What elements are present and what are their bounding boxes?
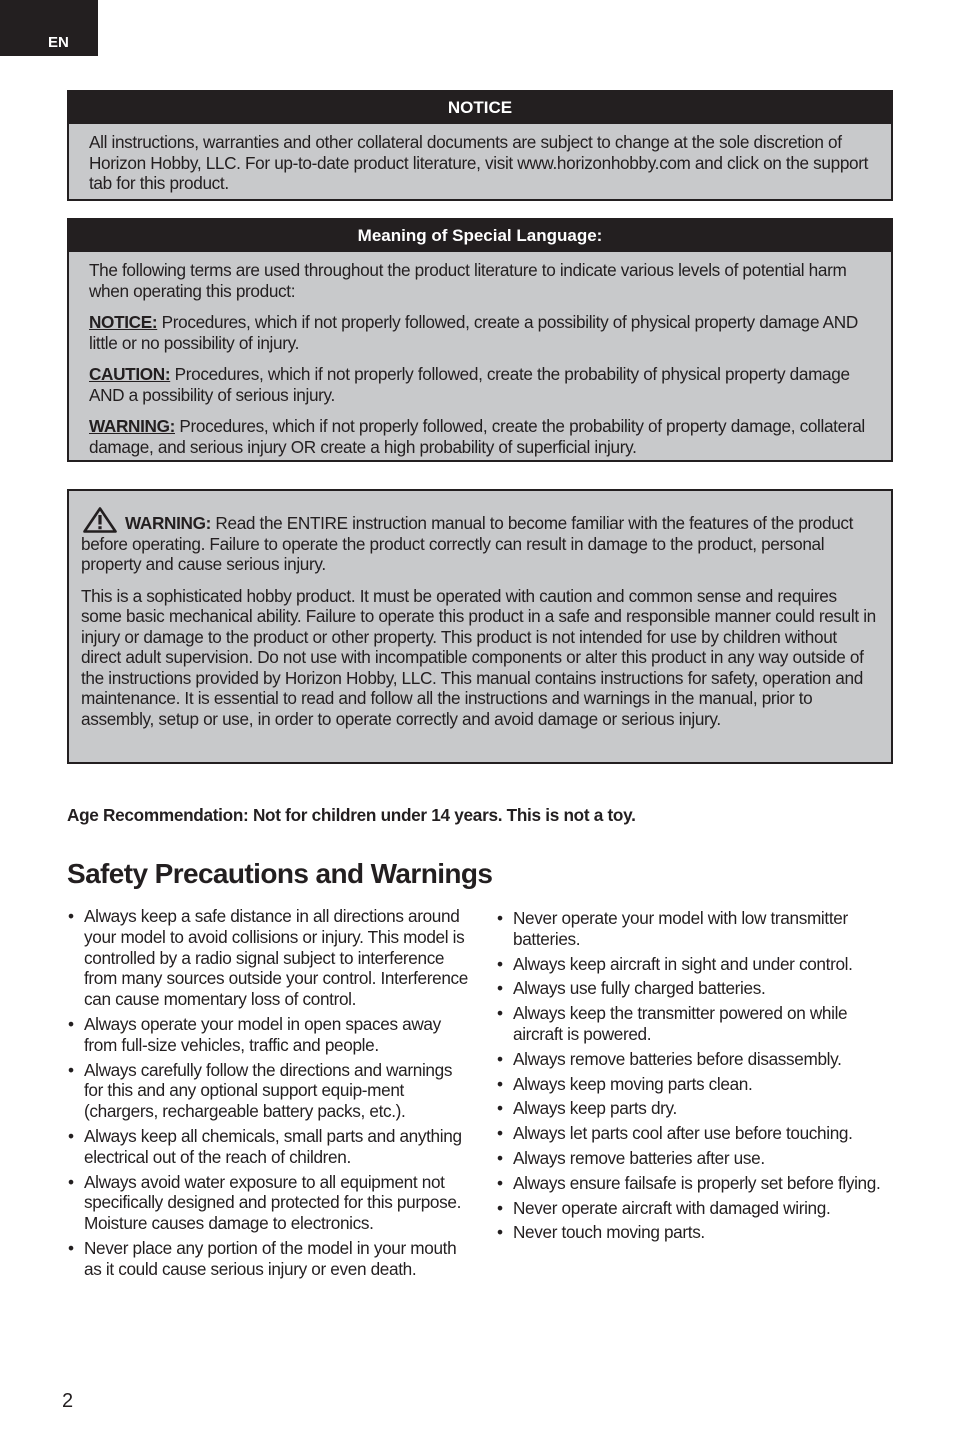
list-item: • Never operate aircraft with damaged wiring. xyxy=(496,1198,888,1219)
page-number: 2 xyxy=(62,1390,74,1412)
list-item: • Always keep aircraft in sight and under control. xyxy=(496,954,888,975)
list-item: • Never touch moving parts. xyxy=(496,1222,888,1243)
term-notice xyxy=(89,312,871,353)
list-item: • Always use fully charged batteries. xyxy=(496,978,888,999)
term-label: NOTICE: xyxy=(89,312,158,332)
term-caution xyxy=(89,364,871,405)
notice-heading: NOTICE xyxy=(69,92,891,124)
warning-body: This is a sophisticated hobby product. It must be operated with caution and common sense and requires some basic mechanical ability. Failure to operate this product in a safe and responsible manner could result in injury or damage to the product or other property. This product is not intended for use by children without direct adult supervision. Do not use with incompatible components or alter this product in any way outside of the instructions provided by Horizon Hobby, LLC. This manual contains instructions for safety, operation and maintenance. It is essential to read and follow all the instructions and warnings in the manual, prior to assembly, setup or use, in order to operate correctly and avoid damage or serious injury. xyxy=(81,585,876,729)
term-label: CAUTION: xyxy=(89,364,171,384)
notice-box xyxy=(67,90,893,201)
section-title: Safety Precautions and Warnings xyxy=(67,858,493,889)
list-item: • Always carefully follow the directions and warnings for this and any optional support equip-ment (chargers, rechargeable battery packs, etc.). xyxy=(67,1060,469,1122)
special-language-heading: Meaning of Special Language: xyxy=(69,220,891,252)
warning-box xyxy=(67,489,893,764)
list-item: • Always remove batteries after use. xyxy=(496,1148,888,1169)
list-item: • Always keep parts dry. xyxy=(496,1098,888,1119)
term-definition: Procedures, which if not properly followed, create the probability of property damage, collateral damage, and serious injury OR create a high probability of superficial injury. xyxy=(89,416,865,457)
age-recommendation: Age Recommendation: Not for children under 14 years. This is not a toy. xyxy=(67,805,636,825)
term-definition: Procedures, which if not properly followed, create a possibility of physical property damage AND little or no possibility of injury. xyxy=(89,312,858,353)
language-tab xyxy=(0,0,98,56)
term-label: WARNING: xyxy=(89,416,175,436)
warning-triangle-icon xyxy=(83,507,117,533)
safety-list-left xyxy=(67,906,469,1284)
list-item: • Always avoid water exposure to all equipment not specifically designed and protected for this purpose. Moisture causes damage to electronics. xyxy=(67,1172,469,1234)
notice-text: All instructions, warranties and other collateral documents are subject to change at the sole discretion of Horizon Hobby, LLC. For up-to-date product literature, visit www.horizonhobby.com and click on the support tab for this product. xyxy=(89,132,869,193)
term-warning xyxy=(89,416,871,457)
list-item: • Always keep a safe distance in all directions around your model to avoid collisions or injury. This model is controlled by a radio signal subject to interference from many sources outside your control. Interference can cause momentary loss of control. xyxy=(67,906,469,1010)
term-definition: Procedures, which if not properly followed, create the probability of physical property damage AND a possibility of serious injury. xyxy=(89,364,850,405)
list-item: • Always ensure failsafe is properly set before flying. xyxy=(496,1173,888,1194)
list-item: • Always let parts cool after use before touching. xyxy=(496,1123,888,1144)
language-tab-label: EN xyxy=(48,34,69,51)
list-item: • Always remove batteries before disassembly. xyxy=(496,1049,888,1070)
list-item: • Always keep all chemicals, small parts and anything electrical out of the reach of children. xyxy=(67,1126,469,1168)
warning-label: WARNING: xyxy=(125,513,211,533)
list-item: • Never operate your model with low transmitter batteries. xyxy=(496,908,888,950)
special-language-intro: The following terms are used throughout the product literature to indicate various levels of potential harm when operating this product: xyxy=(89,260,847,301)
special-language-box xyxy=(67,218,893,462)
list-item: • Always keep the transmitter powered on while aircraft is powered. xyxy=(496,1003,888,1045)
safety-list-right xyxy=(496,908,888,1247)
list-item: • Always keep moving parts clean. xyxy=(496,1074,888,1095)
warning-lead xyxy=(81,507,877,575)
list-item: • Always operate your model in open spaces away from full-size vehicles, traffic and people. xyxy=(67,1014,469,1056)
list-item: • Never place any portion of the model in your mouth as it could cause serious injury or even death. xyxy=(67,1238,469,1280)
warning-lead-text: Read the ENTIRE instruction manual to become familiar with the features of the product before operating. Failure to operate the product correctly can result in damage to the product, personal property and cause serious injury. xyxy=(81,513,854,574)
